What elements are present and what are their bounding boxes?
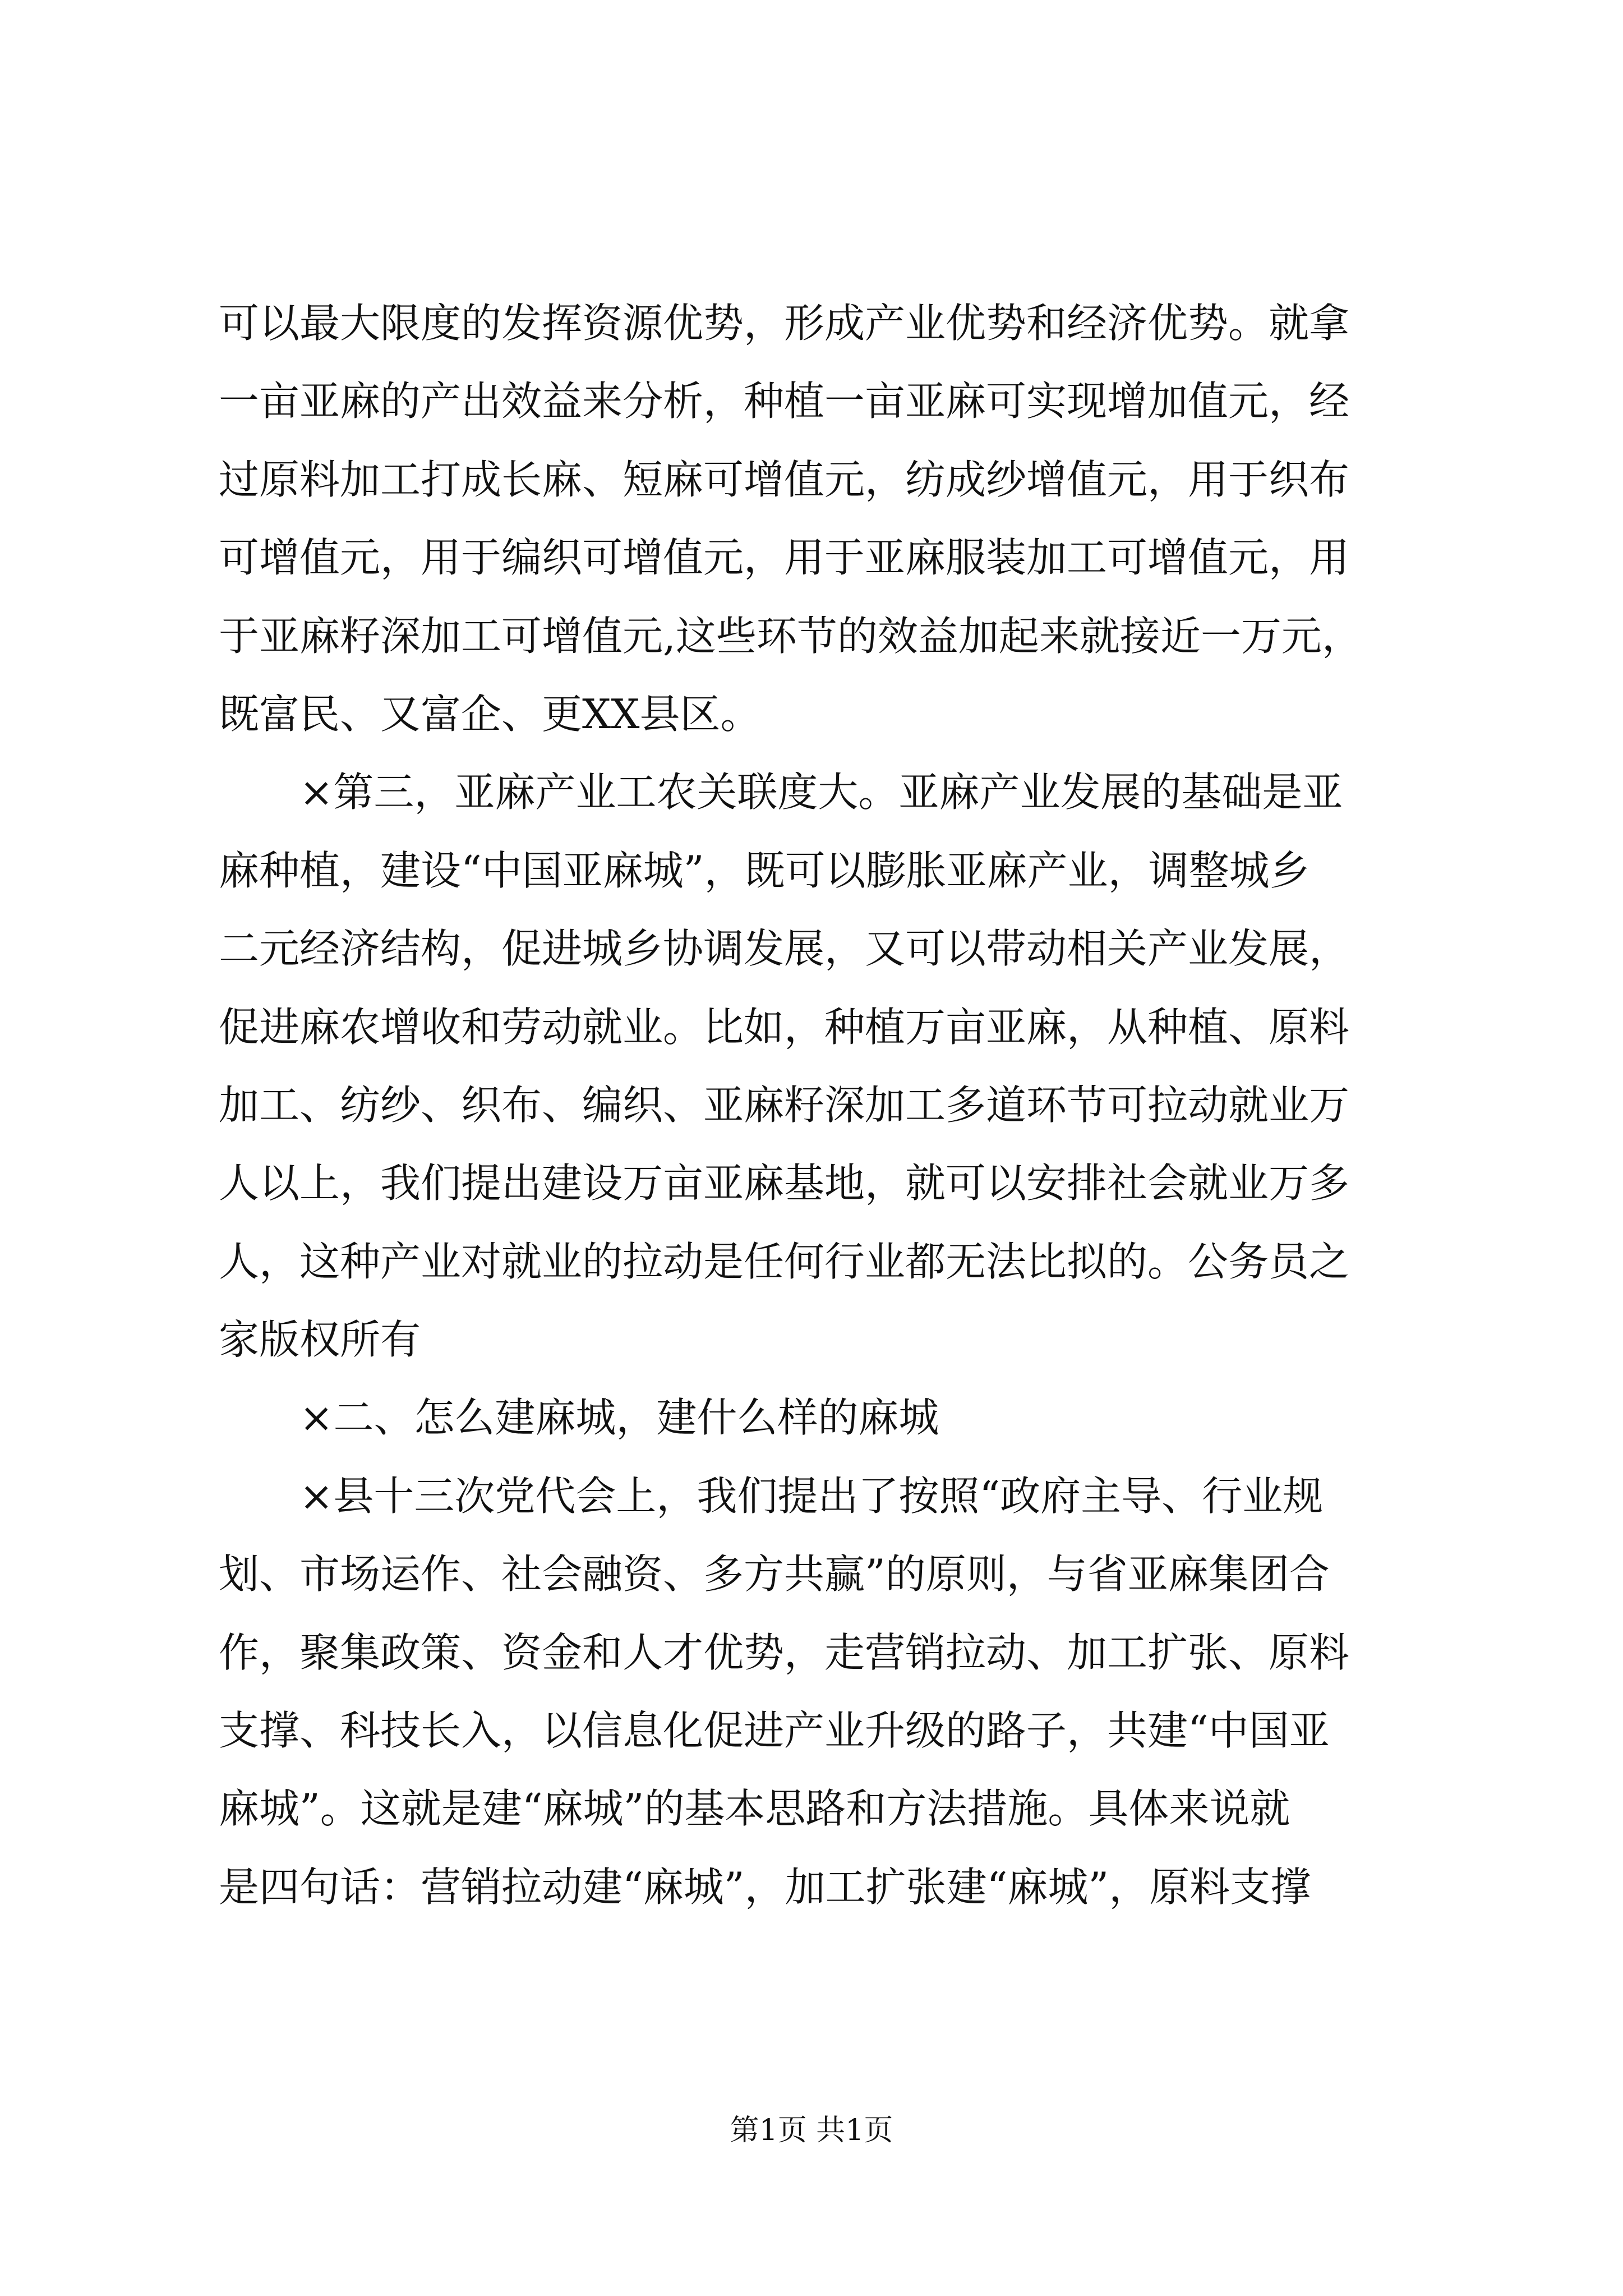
paragraph-start-line: ×县十三次党代会上，我们提出了按照“政府主导、行业规	[299, 1475, 1324, 1520]
text-line-12: 人以上，我们提出建设万亩亚麻基地，就可以安排社会就业万多	[219, 1163, 1350, 1207]
text-line-14: 家版权所有	[219, 1319, 421, 1364]
text-line-19: 支撑、科技长入，以信息化促进产业升级的路子，共建“中国亚	[219, 1710, 1330, 1755]
text-line-2: 一亩亚麻的产出效益来分析，种植一亩亚麻可实现增加值元，经	[219, 381, 1350, 425]
page-footer: 第1页 共1页	[730, 2114, 893, 2147]
text-line-6: 既富民、又富企、更XX县区。	[219, 693, 761, 738]
text-line-20: 麻城”。这就是建“麻城”的基本思路和方法措施。具体来说就	[219, 1788, 1290, 1833]
text-line-11: 加工、纺纱、织布、编织、亚麻籽深加工多道环节可拉动就业万	[219, 1084, 1350, 1129]
text-line-4: 可增值元，用于编织可增值元，用于亚麻服装加工可增值元，用	[219, 537, 1350, 582]
text-line-21: 是四句话：营销拉动建“麻城”，加工扩张建“麻城”，原料支撑	[219, 1866, 1311, 1911]
text-line-5: 于亚麻籽深加工可增值元,这些环节的效益加起来就接近一万元，	[219, 615, 1362, 660]
text-line-1: 可以最大限度的发挥资源优势，形成产业优势和经济优势。就拿	[219, 303, 1350, 347]
text-line-10: 促进麻农增收和劳动就业。比如，种植万亩亚麻，从种植、原料	[219, 1006, 1350, 1051]
text-line-9: 二元经济结构，促进城乡协调发展，又可以带动相关产业发展，	[219, 928, 1350, 973]
paragraph-start-line: ×第三，亚麻产业工农关联度大。亚麻产业发展的基础是亚	[299, 772, 1343, 816]
text-line-18: 作，聚集政策、资金和人才优势，走营销拉动、加工扩张、原料	[219, 1632, 1350, 1676]
text-line-8: 麻种植，建设“中国亚麻城”，既可以膨胀亚麻产业，调整城乡	[219, 850, 1310, 894]
section-heading: ×二、怎么建麻城，建什么样的麻城	[299, 1397, 939, 1442]
text-line-13: 人，这种产业对就业的拉动是任何行业都无法比拟的。公务员之	[219, 1241, 1350, 1285]
text-line-3: 过原料加工打成长麻、短麻可增值元，纺成纱增值元，用于织布	[219, 459, 1350, 503]
document-body	[219, 303, 1430, 1945]
text-line-17: 划、市场运作、社会融资、多方共赢”的原则，与省亚麻集团合	[219, 1554, 1330, 1598]
